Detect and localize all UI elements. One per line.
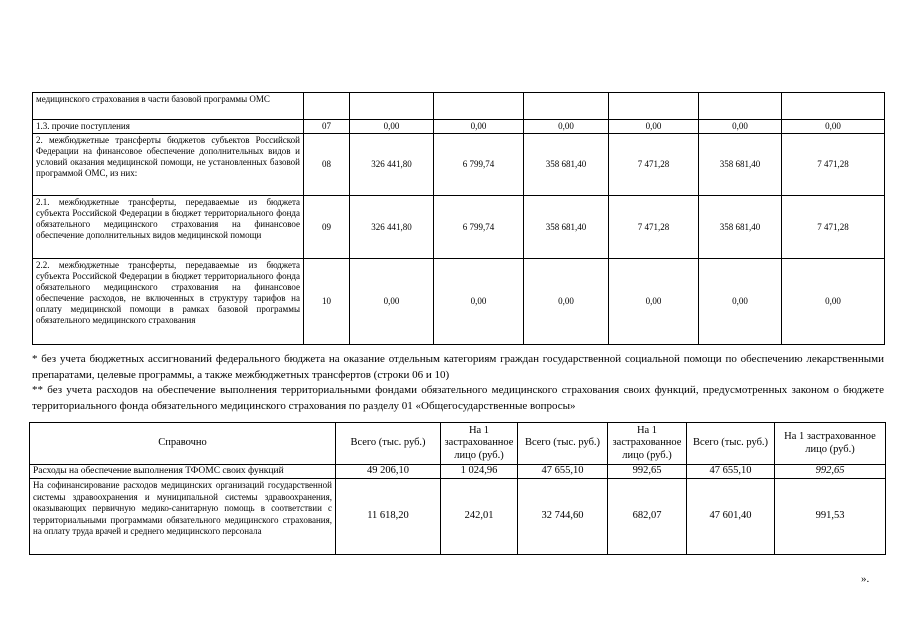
cell (609, 93, 699, 120)
cell: 358 681,40 (524, 134, 609, 196)
header-label: Справочно (30, 423, 336, 465)
table-row (30, 479, 886, 555)
cell: 6 799,74 (434, 196, 524, 259)
row-code (304, 93, 350, 120)
footnotes (32, 352, 884, 414)
cell: 0,00 (699, 120, 782, 134)
cell: 0,00 (350, 259, 434, 345)
row-description: Расходы на обеспечение выполнения ТФОМС своих функций (30, 465, 336, 479)
header-total: Всего (тыс. руб.) (518, 423, 608, 465)
reference-table (29, 422, 886, 555)
cell: 47 655,10 (687, 465, 775, 479)
row-code: 08 (304, 134, 350, 196)
row-description: 1.3. прочие поступления (33, 120, 304, 134)
table-row (33, 93, 885, 120)
cell: 0,00 (524, 120, 609, 134)
table-row (33, 134, 885, 196)
cell: 7 471,28 (609, 134, 699, 196)
table-row (33, 196, 885, 259)
cell (350, 93, 434, 120)
header-total: Всего (тыс. руб.) (336, 423, 441, 465)
cell: 7 471,28 (609, 196, 699, 259)
cell: 49 206,10 (336, 465, 441, 479)
cell: 326 441,80 (350, 134, 434, 196)
header-total: Всего (тыс. руб.) (687, 423, 775, 465)
table-row (30, 465, 886, 479)
cell: 992,65 (775, 465, 886, 479)
cell: 0,00 (609, 120, 699, 134)
cell: 0,00 (609, 259, 699, 345)
cell: 358 681,40 (524, 196, 609, 259)
header-per-person: На 1 застрахованное лицо (руб.) (775, 423, 886, 465)
row-description: На софинансирование расходов медицинских организаций государственной системы здравоохранения и муниципальной системы здравоохранения, оказывающих первичную медико-санитарную помощь в соответствии с территориальными программами обязательного медицинского страхования, на оплату труда врачей и среднего медицинского персонала (30, 479, 336, 555)
cell: 0,00 (524, 259, 609, 345)
revenue-table (32, 92, 885, 345)
cell: 0,00 (782, 259, 885, 345)
header-per-person: На 1 застрахованное лицо (руб.) (441, 423, 518, 465)
cell: 6 799,74 (434, 134, 524, 196)
header-per-person: На 1 застрахованное лицо (руб.) (608, 423, 687, 465)
cell: 992,65 (608, 465, 687, 479)
table-row (33, 259, 885, 345)
row-description: медицинского страхования в части базовой программы ОМС (33, 93, 304, 120)
closing-quote: ». (861, 573, 870, 585)
cell: 991,53 (775, 479, 886, 555)
cell: 47 601,40 (687, 479, 775, 555)
footnote-2: ** без учета расходов на обеспечение выполнения территориальными фондами обязательного медицинского страхования своих функций, предусмотренных законом о бюджете территориального фонда обязательного медицинского страхования по разделу 01 «Общегосударственные вопросы» (32, 384, 884, 412)
row-code: 07 (304, 120, 350, 134)
cell: 0,00 (699, 259, 782, 345)
cell: 682,07 (608, 479, 687, 555)
table-row (33, 120, 885, 134)
footnote-1: * без учета бюджетных ассигнований федерального бюджета на оказание отдельным категориям граждан государственной социальной помощи по обеспечению лекарственными препаратами, целевые программы, а также межбюджетных трансфертов (строки 06 и 10) (32, 353, 884, 381)
cell (782, 93, 885, 120)
cell: 358 681,40 (699, 196, 782, 259)
cell (434, 93, 524, 120)
header-row (30, 423, 886, 465)
row-code: 10 (304, 259, 350, 345)
row-code: 09 (304, 196, 350, 259)
cell: 32 744,60 (518, 479, 608, 555)
cell: 11 618,20 (336, 479, 441, 555)
cell: 7 471,28 (782, 196, 885, 259)
cell: 0,00 (782, 120, 885, 134)
cell: 242,01 (441, 479, 518, 555)
cell: 0,00 (434, 120, 524, 134)
cell: 0,00 (350, 120, 434, 134)
cell: 0,00 (434, 259, 524, 345)
row-description: 2.2. межбюджетные трансферты, передаваемые из бюджета субъекта Российской Федерации в бюджет территориального фонда обязательного медицинского страхования на финансовое обеспечение расходов, не включенных в структуру тарифов на оплату медицинской помощи в рамках базовой программы обязательного медицинского страхования (33, 259, 304, 345)
row-description: 2. межбюджетные трансферты бюджетов субъектов Российской Федерации на финансовое обеспечение дополнительных видов и условий оказания медицинской помощи, не установленных базовой программой ОМС, из них: (33, 134, 304, 196)
cell: 358 681,40 (699, 134, 782, 196)
row-description: 2.1. межбюджетные трансферты, передаваемые из бюджета субъекта Российской Федерации в бюджет территориального фонда обязательного медицинского страхования на финансовое обеспечение дополнительных видов медицинской помощи (33, 196, 304, 259)
cell: 1 024,96 (441, 465, 518, 479)
cell (524, 93, 609, 120)
cell: 7 471,28 (782, 134, 885, 196)
cell: 326 441,80 (350, 196, 434, 259)
cell (699, 93, 782, 120)
cell: 47 655,10 (518, 465, 608, 479)
